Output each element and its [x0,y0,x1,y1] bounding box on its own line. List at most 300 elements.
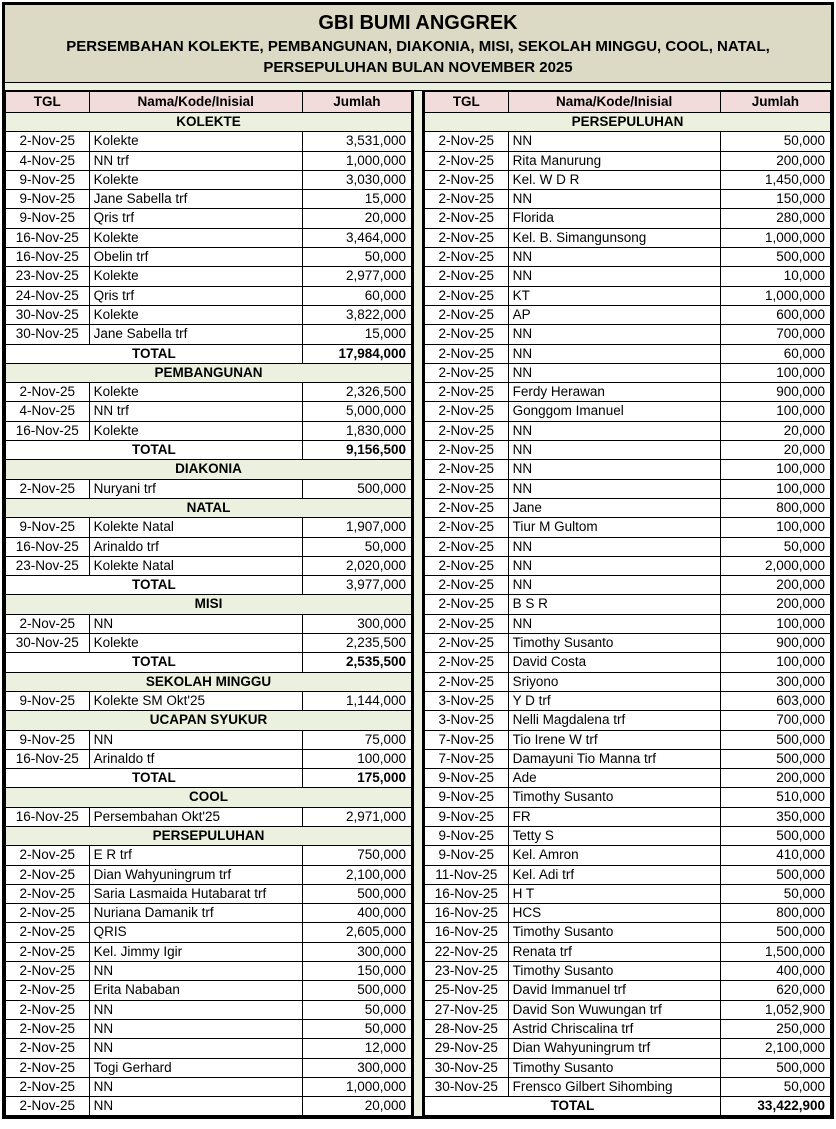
table-row [6,1039,412,1058]
name-cell: Kolekte [89,383,302,402]
date-cell: 2-Nov-25 [6,1058,90,1077]
name-cell: Arinaldo tf [89,749,302,768]
amount-cell: 1,000,000 [720,286,830,305]
date-cell: 9-Nov-25 [6,730,90,749]
amount-cell: 20,000 [302,209,411,228]
amount-cell: 3,531,000 [302,132,411,151]
section-header-cell: NATAL [6,498,412,517]
table-row [6,730,412,749]
name-cell: Kel. Jimmy Igir [89,942,302,961]
table-row [6,383,412,402]
total-row [424,1097,830,1116]
amount-cell: 2,020,000 [302,556,411,575]
date-cell: 2-Nov-25 [424,634,508,653]
amount-cell: 2,100,000 [720,1039,830,1058]
name-cell: NN trf [89,151,302,170]
amount-cell: 15,000 [302,325,411,344]
amount-cell: 500,000 [720,730,830,749]
table-row [424,711,830,730]
amount-cell: 10,000 [720,267,830,286]
left-table [5,91,412,1116]
amount-cell: 280,000 [720,209,830,228]
total-amount-cell: 175,000 [302,769,411,788]
date-cell: 7-Nov-25 [424,749,508,768]
total-row [6,769,412,788]
table-row [424,518,830,537]
section-header-row [424,113,830,132]
date-cell: 24-Nov-25 [6,286,90,305]
total-amount-cell: 2,535,500 [302,653,411,672]
total-label-cell: TOTAL [6,653,303,672]
table-row [6,325,412,344]
table-row [424,151,830,170]
page-title: GBI BUMI ANGGREK [318,12,518,34]
amount-cell: 60,000 [720,344,830,363]
table-row [424,421,830,440]
table-row [424,576,830,595]
report-subtitle-line1: PERSEMBAHAN KOLEKTE, PEMBANGUNAN, DIAKONIA, MISI, SEKOLAH MINGGU, COOL, NATAL, [66,38,770,55]
date-cell: 23-Nov-25 [6,267,90,286]
amount-cell: 50,000 [302,1000,411,1019]
table-row [424,1077,830,1096]
amount-cell: 410,000 [720,846,830,865]
date-cell: 2-Nov-25 [424,151,508,170]
date-cell: 2-Nov-25 [424,402,508,421]
total-amount-cell: 9,156,500 [302,441,411,460]
date-cell: 29-Nov-25 [424,1039,508,1058]
date-cell: 2-Nov-25 [424,363,508,382]
date-cell: 30-Nov-25 [6,634,90,653]
amount-cell: 250,000 [720,1019,830,1038]
date-cell: 2-Nov-25 [424,248,508,267]
date-cell: 2-Nov-25 [6,981,90,1000]
amount-cell: 400,000 [302,904,411,923]
date-cell: 9-Nov-25 [6,691,90,710]
date-cell: 28-Nov-25 [424,1019,508,1038]
section-header-cell: PEMBANGUNAN [6,363,412,382]
date-cell: 30-Nov-25 [6,325,90,344]
amount-cell: 50,000 [720,884,830,903]
table-row [424,788,830,807]
amount-cell: 3,030,000 [302,170,411,189]
name-cell: Florida [508,209,720,228]
amount-cell: 12,000 [302,1039,411,1058]
table-row [424,325,830,344]
table-row [6,807,412,826]
total-label-cell: TOTAL [6,441,303,460]
date-cell: 2-Nov-25 [6,865,90,884]
date-cell: 2-Nov-25 [424,441,508,460]
amount-cell: 1,000,000 [302,1077,411,1096]
date-cell: 2-Nov-25 [6,1000,90,1019]
table-row [424,441,830,460]
amount-cell: 500,000 [720,749,830,768]
table-row [6,691,412,710]
name-cell: Qris trf [89,209,302,228]
name-cell: FR [508,807,720,826]
date-cell: 9-Nov-25 [6,190,90,209]
total-row [6,441,412,460]
table-row [424,826,830,845]
date-cell: 9-Nov-25 [424,788,508,807]
table-row [424,672,830,691]
date-cell: 2-Nov-25 [6,1097,90,1116]
name-cell: NN [508,537,720,556]
date-cell: 30-Nov-25 [424,1058,508,1077]
date-cell: 23-Nov-25 [424,962,508,981]
section-header-cell: PERSEPULUHAN [6,826,412,845]
date-cell: 9-Nov-25 [424,846,508,865]
table-row [424,537,830,556]
date-cell: 2-Nov-25 [424,344,508,363]
date-cell: 16-Nov-25 [424,923,508,942]
date-cell: 2-Nov-25 [6,1039,90,1058]
total-label-cell: TOTAL [6,344,303,363]
table-row [6,556,412,575]
amount-cell: 150,000 [720,190,830,209]
date-cell: 9-Nov-25 [6,209,90,228]
amount-cell: 500,000 [720,923,830,942]
amount-cell: 200,000 [720,595,830,614]
name-cell: Jane Sabella trf [89,325,302,344]
name-cell: Tetty S [508,826,720,845]
total-amount-cell: 3,977,000 [302,576,411,595]
spacer-strip [5,83,831,91]
name-cell: Kolekte Natal [89,518,302,537]
date-cell: 2-Nov-25 [424,383,508,402]
section-header-cell: SEKOLAH MINGGU [6,672,412,691]
name-cell: Tio Irene W trf [508,730,720,749]
name-cell: NN [508,344,720,363]
date-cell: 2-Nov-25 [6,846,90,865]
amount-cell: 603,000 [720,691,830,710]
name-cell: Damayuni Tio Manna trf [508,749,720,768]
section-header-cell: UCAPAN SYUKUR [6,711,412,730]
amount-cell: 500,000 [302,479,411,498]
date-cell: 2-Nov-25 [424,537,508,556]
amount-cell: 1,450,000 [720,170,830,189]
amount-cell: 750,000 [302,846,411,865]
report-header [5,5,831,83]
date-cell: 2-Nov-25 [424,421,508,440]
name-cell: NN [508,363,720,382]
name-cell: Ferdy Herawan [508,383,720,402]
name-cell: NN [508,248,720,267]
name-cell: Y D trf [508,691,720,710]
table-row [6,981,412,1000]
amount-cell: 150,000 [302,962,411,981]
column-header-jumlah: Jumlah [302,92,411,113]
name-cell: Kolekte [89,305,302,324]
amount-cell: 500,000 [720,1058,830,1077]
name-cell: Togi Gerhard [89,1058,302,1077]
table-row [424,981,830,1000]
date-cell: 2-Nov-25 [424,170,508,189]
name-cell: NN [508,441,720,460]
name-cell: Timothy Susanto [508,1058,720,1077]
date-cell: 9-Nov-25 [424,826,508,845]
date-cell: 2-Nov-25 [424,518,508,537]
name-cell: Kel. Amron [508,846,720,865]
date-cell: 2-Nov-25 [6,904,90,923]
name-cell: Timothy Susanto [508,962,720,981]
date-cell: 27-Nov-25 [424,1000,508,1019]
table-row [6,170,412,189]
total-label-cell: TOTAL [6,576,303,595]
table-row [424,460,830,479]
name-cell: Kolekte SM Okt'25 [89,691,302,710]
amount-cell: 300,000 [302,614,411,633]
column-header-nama: Nama/Kode/Inisial [89,92,302,113]
section-header-row [6,711,412,730]
table-row [424,402,830,421]
name-cell: Kolekte [89,421,302,440]
name-cell: NN [89,1077,302,1096]
amount-cell: 1,052,900 [720,1000,830,1019]
total-row [6,344,412,363]
amount-cell: 700,000 [720,325,830,344]
total-amount-cell: 17,984,000 [302,344,411,363]
name-cell: NN [89,1097,302,1116]
section-header-row [6,113,412,132]
table-row [424,1058,830,1077]
name-cell: HCS [508,904,720,923]
amount-cell: 2,977,000 [302,267,411,286]
name-cell: NN [508,132,720,151]
amount-cell: 3,464,000 [302,228,411,247]
name-cell: Nelli Magdalena trf [508,711,720,730]
date-cell: 23-Nov-25 [6,556,90,575]
amount-cell: 2,326,500 [302,383,411,402]
total-label-cell: TOTAL [424,1097,720,1116]
table-row [6,267,412,286]
name-cell: Kel. Adi trf [508,865,720,884]
table-row [6,518,412,537]
table-row [6,1097,412,1116]
table-row [6,190,412,209]
date-cell: 2-Nov-25 [6,614,90,633]
name-cell: Timothy Susanto [508,923,720,942]
table-row [6,846,412,865]
table-row [6,479,412,498]
amount-cell: 400,000 [720,962,830,981]
amount-cell: 800,000 [720,904,830,923]
column-header-jumlah: Jumlah [720,92,830,113]
report-subtitle-line2: PERSEPULUHAN BULAN NOVEMBER 2025 [263,59,573,76]
name-cell: Timothy Susanto [508,634,720,653]
amount-cell: 200,000 [720,151,830,170]
name-cell: Kolekte [89,170,302,189]
date-cell: 16-Nov-25 [6,807,90,826]
amount-cell: 50,000 [720,132,830,151]
table-row [6,209,412,228]
name-cell: NN [89,1039,302,1058]
date-cell: 16-Nov-25 [6,421,90,440]
amount-cell: 100,000 [302,749,411,768]
amount-cell: 500,000 [720,865,830,884]
date-cell: 2-Nov-25 [6,383,90,402]
name-cell: Kolekte Natal [89,556,302,575]
date-cell: 9-Nov-25 [6,170,90,189]
name-cell: NN [89,730,302,749]
table-row [424,1039,830,1058]
table-row [424,248,830,267]
date-cell: 25-Nov-25 [424,981,508,1000]
date-cell: 2-Nov-25 [6,1019,90,1038]
table-row [6,132,412,151]
table-row [6,305,412,324]
name-cell: David Son Wuwungan trf [508,1000,720,1019]
section-header-cell: MISI [6,595,412,614]
date-cell: 4-Nov-25 [6,402,90,421]
amount-cell: 50,000 [720,537,830,556]
amount-cell: 100,000 [720,518,830,537]
name-cell: KT [508,286,720,305]
date-cell: 2-Nov-25 [424,305,508,324]
name-cell: B S R [508,595,720,614]
column-header-tgl: TGL [6,92,90,113]
table-row [6,151,412,170]
amount-cell: 50,000 [302,537,411,556]
amount-cell: 20,000 [720,441,830,460]
date-cell: 16-Nov-25 [6,248,90,267]
date-cell: 16-Nov-25 [424,884,508,903]
name-cell: Dian Wahyuningrum trf [508,1039,720,1058]
date-cell: 11-Nov-25 [424,865,508,884]
table-row [424,209,830,228]
name-cell: Kel. B. Simangunsong [508,228,720,247]
name-cell: Qris trf [89,286,302,305]
table-row [424,942,830,961]
amount-cell: 900,000 [720,634,830,653]
amount-cell: 20,000 [720,421,830,440]
tables-container [5,91,831,1116]
name-cell: NN [508,576,720,595]
amount-cell: 1,907,000 [302,518,411,537]
name-cell: Kolekte [89,228,302,247]
name-cell: Dian Wahyuningrum trf [89,865,302,884]
amount-cell: 300,000 [302,1058,411,1077]
name-cell: Jane Sabella trf [89,190,302,209]
date-cell: 2-Nov-25 [424,228,508,247]
table-row [424,962,830,981]
date-cell: 2-Nov-25 [6,1077,90,1096]
name-cell: NN [508,556,720,575]
amount-cell: 2,971,000 [302,807,411,826]
table-row [424,556,830,575]
amount-cell: 60,000 [302,286,411,305]
right-table [424,91,831,1116]
amount-cell: 15,000 [302,190,411,209]
date-cell: 2-Nov-25 [424,556,508,575]
date-cell: 2-Nov-25 [424,576,508,595]
amount-cell: 50,000 [302,1019,411,1038]
table-row [424,634,830,653]
total-row [6,576,412,595]
amount-cell: 100,000 [720,653,830,672]
amount-cell: 350,000 [720,807,830,826]
date-cell: 2-Nov-25 [424,614,508,633]
table-row [6,537,412,556]
table-row [424,846,830,865]
section-header-cell: PERSEPULUHAN [424,113,830,132]
name-cell: Frensco Gilbert Sihombing [508,1077,720,1096]
name-cell: Rita Manurung [508,151,720,170]
table-row [424,383,830,402]
date-cell: 16-Nov-25 [6,537,90,556]
name-cell: H T [508,884,720,903]
table-row [424,1000,830,1019]
amount-cell: 500,000 [720,248,830,267]
amount-cell: 500,000 [720,826,830,845]
name-cell: NN trf [89,402,302,421]
name-cell: Ade [508,769,720,788]
date-cell: 9-Nov-25 [424,769,508,788]
table-row [6,884,412,903]
date-cell: 2-Nov-25 [6,479,90,498]
amount-cell: 100,000 [720,363,830,382]
amount-cell: 510,000 [720,788,830,807]
date-cell: 2-Nov-25 [6,942,90,961]
name-cell: Tiur M Gultom [508,518,720,537]
date-cell: 2-Nov-25 [424,653,508,672]
table-row [424,904,830,923]
table-row [6,1058,412,1077]
name-cell: NN [508,614,720,633]
date-cell: 22-Nov-25 [424,942,508,961]
amount-cell: 2,235,500 [302,634,411,653]
amount-cell: 1,000,000 [720,228,830,247]
name-cell: Saria Lasmaida Hutabarat trf [89,884,302,903]
table-row [6,634,412,653]
date-cell: 4-Nov-25 [6,151,90,170]
date-cell: 16-Nov-25 [424,904,508,923]
amount-cell: 50,000 [302,248,411,267]
amount-cell: 100,000 [720,614,830,633]
table-row [424,132,830,151]
name-cell: Nuryani trf [89,479,302,498]
date-cell: 2-Nov-25 [424,479,508,498]
amount-cell: 1,144,000 [302,691,411,710]
name-cell: NN [508,479,720,498]
section-header-cell: COOL [6,788,412,807]
table-row [424,363,830,382]
date-cell: 2-Nov-25 [6,884,90,903]
amount-cell: 100,000 [720,460,830,479]
name-cell: NN [508,421,720,440]
table-row [424,228,830,247]
table-row [6,904,412,923]
table-row [6,749,412,768]
table-row [424,807,830,826]
amount-cell: 20,000 [302,1097,411,1116]
name-cell: Kolekte [89,267,302,286]
date-cell: 2-Nov-25 [424,190,508,209]
table-row [6,402,412,421]
table-row [424,769,830,788]
section-header-row [6,460,412,479]
name-cell: Astrid Chriscalina trf [508,1019,720,1038]
column-header-row [6,92,412,113]
section-header-row [6,595,412,614]
table-row [424,614,830,633]
name-cell: E R trf [89,846,302,865]
date-cell: 2-Nov-25 [424,460,508,479]
date-cell: 2-Nov-25 [6,962,90,981]
total-row [6,653,412,672]
name-cell: Arinaldo trf [89,537,302,556]
table-row [424,691,830,710]
